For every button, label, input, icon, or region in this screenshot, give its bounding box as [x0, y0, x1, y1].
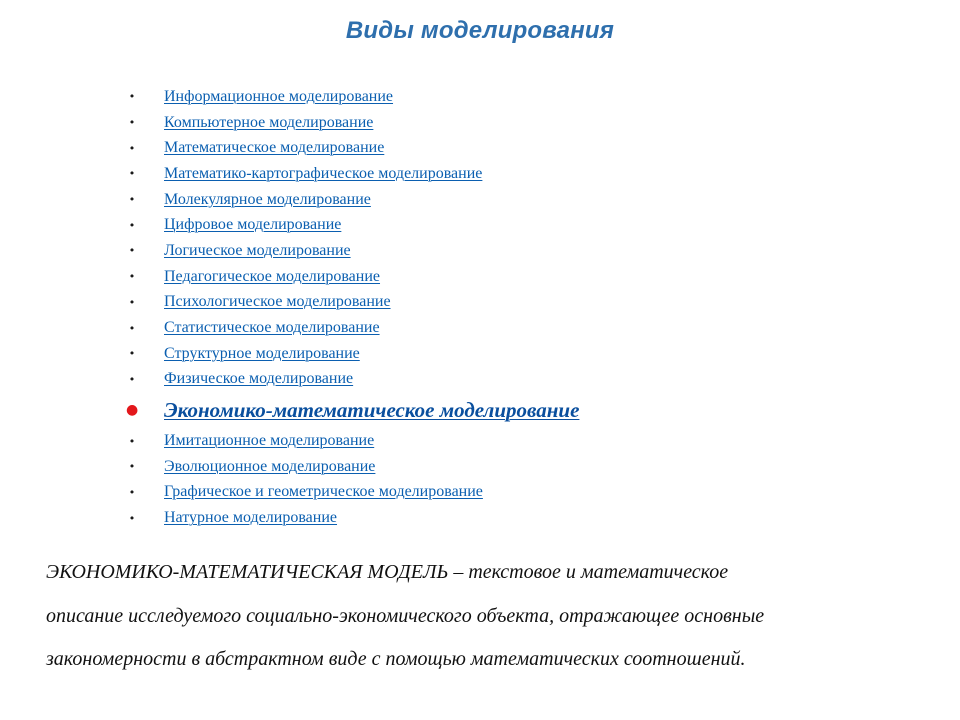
bullet-icon: • — [128, 372, 136, 386]
bullet-icon: • — [128, 347, 136, 361]
list-item — [126, 135, 579, 161]
link-mathematical-modeling[interactable]: Математическое моделирование — [164, 139, 385, 157]
link-evolutionary-modeling[interactable]: Эволюционное моделирование — [164, 457, 376, 475]
link-computer-modeling[interactable]: Компьютерное моделирование — [164, 113, 374, 131]
list-item — [126, 341, 579, 367]
red-bullet-icon: ● — [126, 402, 139, 419]
list-item — [126, 367, 579, 393]
bullet-icon: • — [128, 295, 136, 309]
link-informational-modeling[interactable]: Информационное моделирование — [164, 87, 394, 105]
bullet-icon: • — [128, 167, 136, 181]
link-graphic-geometric-modeling[interactable]: Графическое и геометрическое моделирование — [164, 483, 483, 501]
list-item — [126, 110, 579, 136]
link-pedagogical-modeling[interactable]: Педагогическое моделирование — [164, 267, 381, 285]
bullet-icon: • — [128, 485, 136, 499]
list-item — [126, 161, 579, 187]
bullet-icon: • — [128, 434, 136, 448]
link-molecular-modeling[interactable]: Молекулярное моделирование — [164, 190, 371, 208]
link-natural-modeling[interactable]: Натурное моделирование — [164, 509, 338, 527]
list-item — [126, 505, 579, 531]
bullet-icon: • — [128, 511, 136, 525]
list-item — [126, 84, 579, 110]
bullet-icon: • — [128, 116, 136, 130]
bullet-icon: • — [128, 270, 136, 284]
definition-term: ЭКОНОМИКО-МАТЕМАТИЧЕСКАЯ МОДЕЛЬ — [46, 561, 449, 583]
link-logical-modeling[interactable]: Логическое моделирование — [164, 241, 351, 259]
list-item — [126, 264, 579, 290]
modeling-types-list — [126, 84, 579, 531]
list-item — [126, 315, 579, 341]
definition-line-2: описание исследуемого социально-экономического объекта, отражающее основные — [46, 604, 765, 627]
bullet-icon: • — [128, 193, 136, 207]
definition-line-1: текстовое и математическое — [468, 561, 729, 583]
link-psychological-modeling[interactable]: Психологическое моделирование — [164, 293, 391, 311]
slide-title: Виды моделирования — [345, 17, 615, 44]
link-economic-mathematical-modeling[interactable]: Экономико-математическое моделирование — [164, 397, 580, 422]
bullet-icon: • — [128, 244, 136, 258]
bullet-icon: • — [128, 460, 136, 474]
bullet-icon: • — [128, 218, 136, 232]
bullet-icon: • — [128, 141, 136, 155]
bullet-icon: • — [128, 321, 136, 335]
link-math-cartographic-modeling[interactable]: Математико-картографическое моделирование — [164, 164, 483, 182]
list-item — [126, 428, 579, 454]
list-item — [126, 480, 579, 506]
definition-line-3: закономерности в абстрактном виде с помощью математических соотношений. — [46, 648, 746, 670]
link-digital-modeling[interactable]: Цифровое моделирование — [164, 216, 342, 234]
list-item — [126, 187, 579, 213]
list-item-highlighted — [126, 392, 579, 428]
bullet-icon: • — [128, 90, 136, 104]
definition-paragraph — [46, 551, 926, 682]
list-item — [126, 290, 579, 316]
list-item — [126, 212, 579, 238]
link-structural-modeling[interactable]: Структурное моделирование — [164, 344, 360, 362]
list-item — [126, 454, 579, 480]
list-item — [126, 238, 579, 264]
link-statistical-modeling[interactable]: Статистическое моделирование — [164, 319, 380, 337]
definition-dash: – — [448, 561, 469, 583]
link-simulation-modeling[interactable]: Имитационное моделирование — [164, 432, 375, 450]
link-physical-modeling[interactable]: Физическое моделирование — [164, 370, 354, 388]
